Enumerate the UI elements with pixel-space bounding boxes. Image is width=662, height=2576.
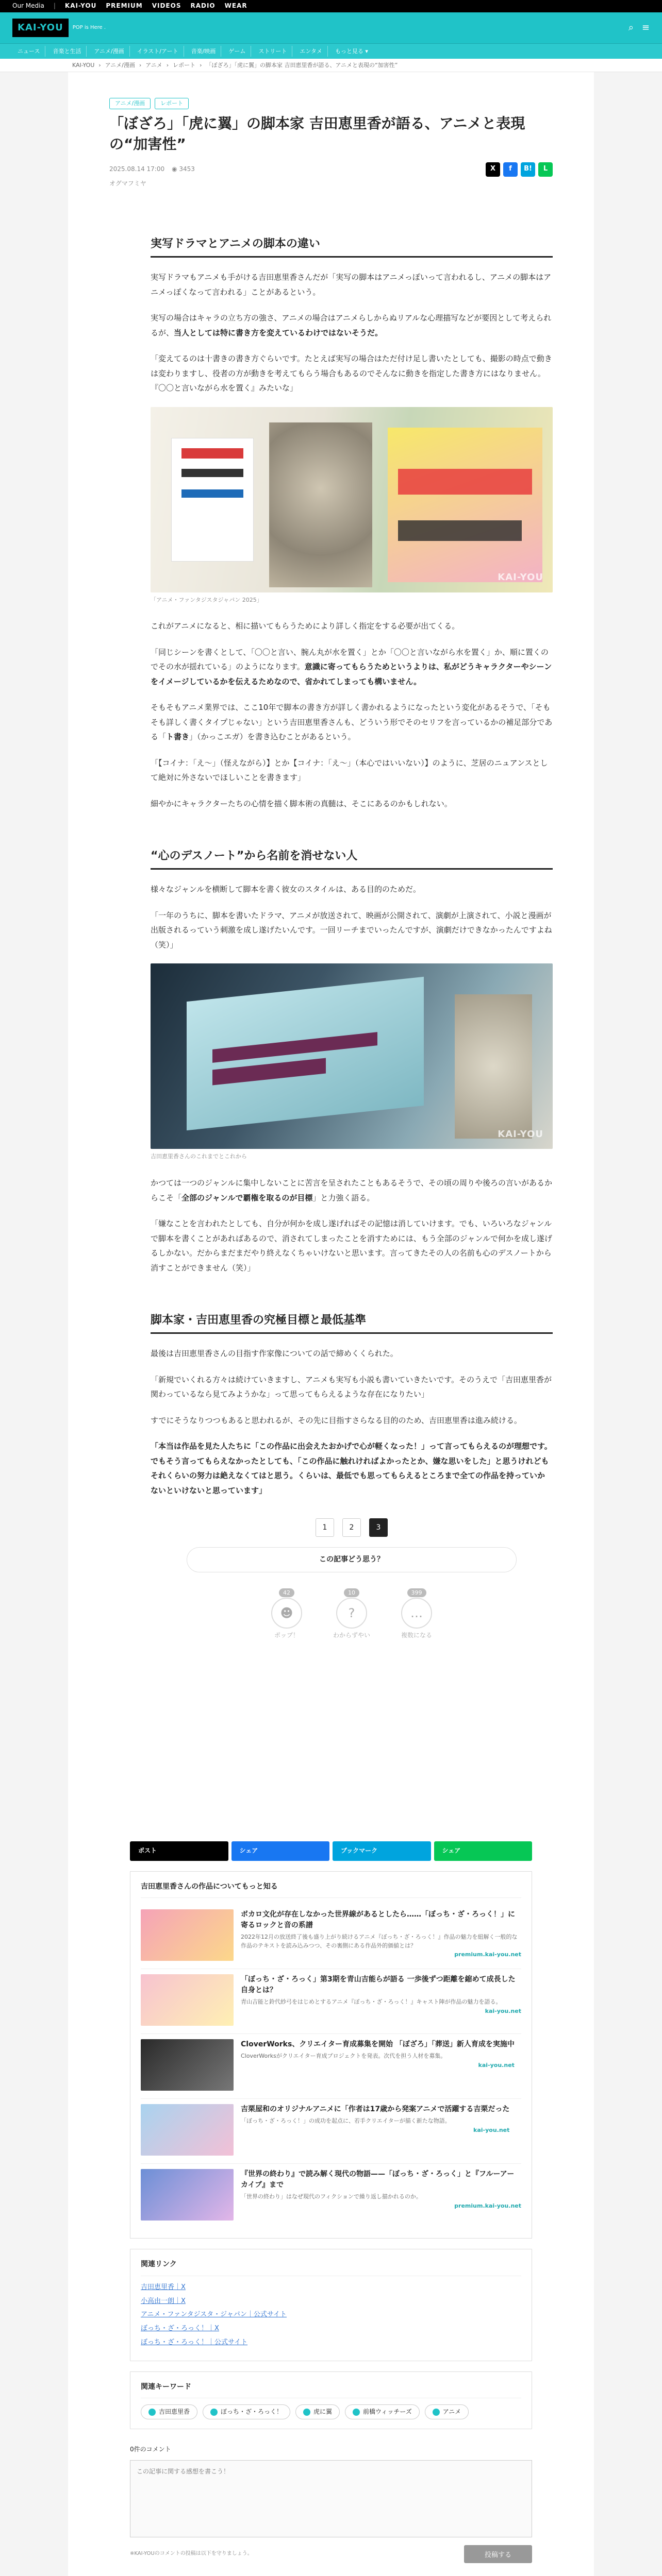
page-current[interactable]: 3 (369, 1518, 388, 1537)
article-body (68, 235, 594, 1640)
paragraph: すでにそうなりつつもあると思われるが、その先に目指すさらなる目的のため、吉田恵里香は進み続ける。 (151, 1415, 522, 1425)
x-share-icon[interactable]: X (486, 162, 500, 177)
pop-icon: ☻ (271, 1598, 302, 1629)
article-header (68, 72, 594, 199)
keyword-chip[interactable]: 虎に翼 (295, 2404, 340, 2419)
keyword-chip[interactable]: 前橋ウィッチーズ (345, 2404, 420, 2419)
search-icon[interactable]: ⌕ (628, 22, 634, 33)
main-nav (0, 12, 662, 43)
paragraph: 実写ドラマもアニメも手がける吉田恵里香さんだが「実写の脚本はアニメっぽいって言われるし、アニメの脚本はアニメっぽくなって言われる」ことがあるという。 (151, 273, 552, 297)
comment-note: ※KAI-YOUのコメントの投稿は以下を守りましょう。 (130, 2551, 253, 2557)
paragraph: これがアニメになると、相に描いてもらうためにより詳しく指定をする必要が出てくる。 (151, 621, 460, 631)
topbar-link[interactable]: KAI-YOU (64, 2, 97, 10)
paragraph: 細やかにキャラクターたちの心情を描く脚本術の真髄は、そこにあるのかもしれない。 (151, 799, 452, 808)
event-photo (151, 407, 553, 592)
reaction-unsure-button[interactable]: 10 ? わからずやい (333, 1589, 370, 1639)
complex-icon: … (401, 1598, 432, 1629)
topbar-link[interactable]: RADIO (190, 2, 216, 10)
article-date: 2025.08.14 17:00 (109, 165, 165, 173)
paragraph: 「嫌なことを言われたとしても、自分が何かを成し遂げればその記憶は消していけます。でも、いろいろなジャンルで脚本を書くことがあればあるので、消されてしまったことを消すためには、もう全部のジャンルで何かを成し遂げるしかない。だからまだまだやり終えなくちゃいけないと思います。言ってきたその人の名前も心のデスノートから消すことができません（笑）」 (151, 1219, 553, 1273)
paragraph: 実写の場合はキャラの立ち方の強さ、アニメの場合はアニメらしからぬリアルな心理描写などが要因として考えられるが、当人としては特に書き方を変えているわけではないそうだ。 (151, 313, 552, 337)
category-item[interactable]: アニメ/漫画 (89, 46, 129, 57)
related-link[interactable]: ぼっち・ざ・ろっく！｜公式サイト (141, 2338, 248, 2346)
breadcrumb-current: 「ぼざろ」「虎に翼」の脚本家 吉田恵里香が語る、アニメと表現の“加害性” (206, 61, 398, 69)
reaction-pop-button[interactable]: 42 ☻ ポップ！ (271, 1588, 302, 1640)
paragraph: 様々なジャンルを横断して脚本を書く彼女のスタイルは、ある目的のためだ。 (151, 885, 421, 894)
category-item[interactable]: もっと見る ▾ (335, 47, 368, 55)
related-link[interactable]: ぼっち・ざ・ろっく！｜X (141, 2325, 219, 2333)
links-title: 関連リンク (141, 2259, 521, 2276)
paragraph: 「本当は作品を見た人たちに「この作品に出会えたおかげで心が軽くなった！」って言ってもらえるのが理想です。でもそう言ってもらえなかったとしても、「この作品に触れければよかったとか、嫌な思いをした」と思うけれどもそれくらいの努力は絶えなくてはと思う。くらいは、最低でも思ってもらえるところまで全ての作品を持っていかないといけないと思っています」 (151, 1442, 552, 1495)
share-bar (130, 1841, 532, 1871)
hatena-share-button[interactable]: ブックマーク (333, 1841, 431, 1861)
comment-section (130, 2439, 532, 2576)
writer-name[interactable]: オグマフミヤ (109, 179, 146, 187)
page-link[interactable]: 2 (342, 1518, 361, 1537)
breadcrumb: KAI-YOU › アニメ/漫画 › アニメ › レポート › 「ぼざろ」「虎に翼」の脚本家 吉田恵里香が語る、アニメと表現の“加害性” (0, 59, 662, 72)
related-item[interactable]: CloverWorks、クリエイター育成募集を開始 「ぼざろ」「葬送」新人育成を実施中 CloverWorksがクリエイター育成プロジェクトを発表。次代を担う人材を募集。 kai-you.net (141, 2034, 521, 2099)
pagination (151, 1518, 553, 1537)
related-item[interactable]: 吉栗屋和のオリジナルアニメに「作者は17歳から発案アニメで活躍する吉栗だった 「ぼっち・ざ・ろっく！」の成功を起点に、若手クリエイターが描く新たな物語。 kai-you.net (141, 2099, 521, 2164)
topbar-link[interactable]: VIDEOS (152, 2, 181, 10)
related-articles (130, 1871, 532, 2239)
breadcrumb-item[interactable]: レポート (173, 61, 196, 69)
our-media-label: Our Media (12, 2, 44, 10)
keyword-chip[interactable]: 吉田恵里香 (141, 2404, 197, 2419)
article-title: 「ぼざろ」「虎に翼」の脚本家 吉田恵里香が語る、アニメと表現の“加害性” (109, 114, 525, 153)
related-item[interactable]: ボカロ文化が存在しなかった世界線があるとしたら……「ぼっち・ざ・ろっく！」に寄るロックと音の系譜 2022年12月の放送終了後も盛り上がり続けるアニメ『ぼっち・ざ・ろっく！』作品の魅力を紐解く一般的な作品のテキストを読み込みつつ、その裏側にある作品外的価値とは？ premium.kai-you.net (141, 1904, 521, 1969)
related-link[interactable]: 吉田恵里香｜X (141, 2283, 186, 2291)
line-share-button[interactable]: シェア (434, 1841, 533, 1861)
section-heading: 実写ドラマとアニメの脚本の違い (151, 235, 553, 258)
category-item[interactable]: ストリート (253, 46, 292, 57)
article-tag[interactable]: アニメ/漫画 (109, 98, 151, 109)
quote-paragraph: 「変えてるのは十書きの書き方ぐらいです。たとえば実写の場合はただ付け足し書いたとしても、撮影の時点で動きは変わりますし、役者の方が動きを考えてもらう場合もあるのでそんなに動きを指定した書き方にはなりません。『〇〇と言いながら水を置く』みたいな」 (151, 354, 552, 393)
category-item[interactable]: イラスト/アート (132, 46, 184, 57)
view-count: ◉ 3453 (172, 165, 195, 173)
related-link[interactable]: 小高由一朗｜X (141, 2297, 186, 2305)
keyword-chip[interactable]: アニメ (425, 2404, 469, 2419)
related-keywords (130, 2371, 532, 2430)
topbar-link[interactable]: PREMIUM (106, 2, 143, 10)
paragraph: 「新規でいくれる方々は続けていきますし、アニメも実写も小説も書いていきたいです。そのうえで「吉田恵里香が関わっているなら見てみようかな」って思ってもらえるような存在になりたい」 (151, 1375, 552, 1399)
ad-space (68, 1687, 594, 1841)
comment-input[interactable] (130, 2460, 532, 2537)
article-footer (68, 1841, 594, 2576)
reaction-buttons (151, 1588, 553, 1640)
paragraph: かつては一つのジャンルに集中しないことに苦言を呈されたこともあるそうで、その頃の周りや後ろの言いがあるからこそ「全部のジャンルで覇権を取るのが目標」と力強く語る。 (151, 1178, 553, 1202)
photo-caption: 吉田恵里香さんのこれまでとこれから (151, 1153, 247, 1160)
related-title: 吉田恵里香さんの作品についてもっと知る (141, 1881, 521, 1898)
photo-watermark: KAI-YOU (498, 571, 543, 583)
category-bar (0, 43, 662, 59)
paragraph: 「【コイナ：「え〜」（怪えながら）】とか【コイナ：「え〜」（本心ではいいない）】のように、芝居のニュアンスとして絶対に外さないでほしいことを書きます」 (151, 758, 548, 783)
line-share-icon[interactable]: L (538, 162, 553, 177)
photo-watermark: KAI-YOU (498, 1128, 543, 1140)
reaction-question: この記事どう思う？ (319, 1555, 384, 1564)
facebook-share-icon[interactable]: f (503, 162, 518, 177)
paragraph: 「同じシーンを書くとして、「〇〇と言い、腕ん丸が水を置く」とか「〇〇と言いながら水を置く」か、順に置くのでその水が揺れている」のようになります。意識に寄ってもらうためというよりは、私がどうキャラクターやシーンをイメージしているかを伝えるためなので、省かれてしまっても構いません。 (151, 647, 552, 686)
menu-icon[interactable]: ≡ (641, 22, 650, 33)
breadcrumb-item[interactable]: アニメ (145, 61, 162, 69)
paragraph: 最後は吉田恵里香さんの目指す作家像についての話で締めくくられた。 (151, 1349, 398, 1359)
related-item[interactable]: 『世界の終わり』で読み解く現代の物語——「ぼっち・ざ・ろっく」と『フルーアーカイブ』まで 「世界の終わり」はなぜ現代のフィクションで繰り返し描かれるのか。 premium.kai-you.net (141, 2164, 521, 2229)
paragraph: 「一年のうちに、脚本を書いたドラマ、アニメが放送されて、映画が公開されて、演劇が上演されて、小説と漫画が出版されるっていう刺激を成し遂げたいんです。一回リーチまでいったんですが、演劇だけできなかったんですよね（笑）」 (151, 910, 552, 950)
keywords-title: 関連キーワード (141, 2381, 521, 2398)
related-links (130, 2249, 532, 2361)
top-bar: Our Media | KAI-YOU PREMIUM VIDEOS RADIO WEAR (0, 0, 662, 12)
section-heading: 脚本家・吉田恵里香の究極目標と最低基準 (151, 1311, 553, 1334)
site-tagline: POP is Here . (72, 25, 106, 30)
hatena-share-icon[interactable]: B! (521, 162, 535, 177)
comment-count: 0件のコメント (130, 2446, 171, 2453)
article-page (68, 72, 594, 2576)
keyword-chip[interactable]: ぼっち・ざ・ろっく！ (203, 2404, 290, 2419)
breadcrumb-item[interactable]: アニメ/漫画 (105, 61, 135, 69)
reaction-complex-button[interactable]: 399 … 複数になる (401, 1589, 433, 1639)
category-item[interactable]: エンタメ (294, 46, 328, 57)
stage-photo (151, 963, 553, 1149)
reaction-prompt (187, 1547, 517, 1572)
breadcrumb-item[interactable]: KAI-YOU (72, 61, 95, 69)
paragraph: そもそもアニメ業界では、ここ10年で脚本の書き方が詳しく書かれるようになったという変化があるそうで、「そもそも詳しく書くタイプじゃない」という吉田恵里香さんも、どういう形でそのセリフを言っているかの補足部分である「ト書き」（かっこエガ）を書き込むことがあるという。 (151, 703, 553, 742)
unsure-icon: ? (336, 1598, 367, 1629)
topbar-link[interactable]: WEAR (224, 2, 247, 10)
related-item[interactable]: 「ぼっち・ざ・ろっく」第3期を青山吉能らが語る 一歩後ずつ距離を縮めて成長した自身とは？ 青山吉能と鈴代紗弓をはじめとするアニメ『ぼっち・ざ・ろっく！』キャスト陣が作品の魅力を語る。 kai-you.net (141, 1969, 521, 2034)
article-tag[interactable]: レポート (155, 98, 189, 109)
category-item[interactable]: 音楽と生活 (47, 46, 87, 57)
related-link[interactable]: アニメ・ファンタジスタ・ジャパン｜公式サイト (141, 2311, 287, 2319)
facebook-share-button[interactable]: シェア (231, 1841, 330, 1861)
category-item[interactable]: ニュース (12, 46, 45, 57)
submit-comment-button[interactable]: 投稿する (464, 2545, 532, 2563)
page-link[interactable]: 1 (316, 1518, 334, 1537)
x-share-button[interactable]: ポスト (130, 1841, 228, 1861)
site-logo[interactable]: KAI-YOU (12, 19, 69, 38)
category-item[interactable]: ゲーム (223, 46, 251, 57)
category-item[interactable]: 音楽/映画 (186, 46, 222, 57)
photo-caption: 「アニメ・ファンタジスタジャパン 2025」 (151, 596, 262, 603)
section-heading: “心のデスノート”から名前を消せない人 (151, 847, 553, 870)
